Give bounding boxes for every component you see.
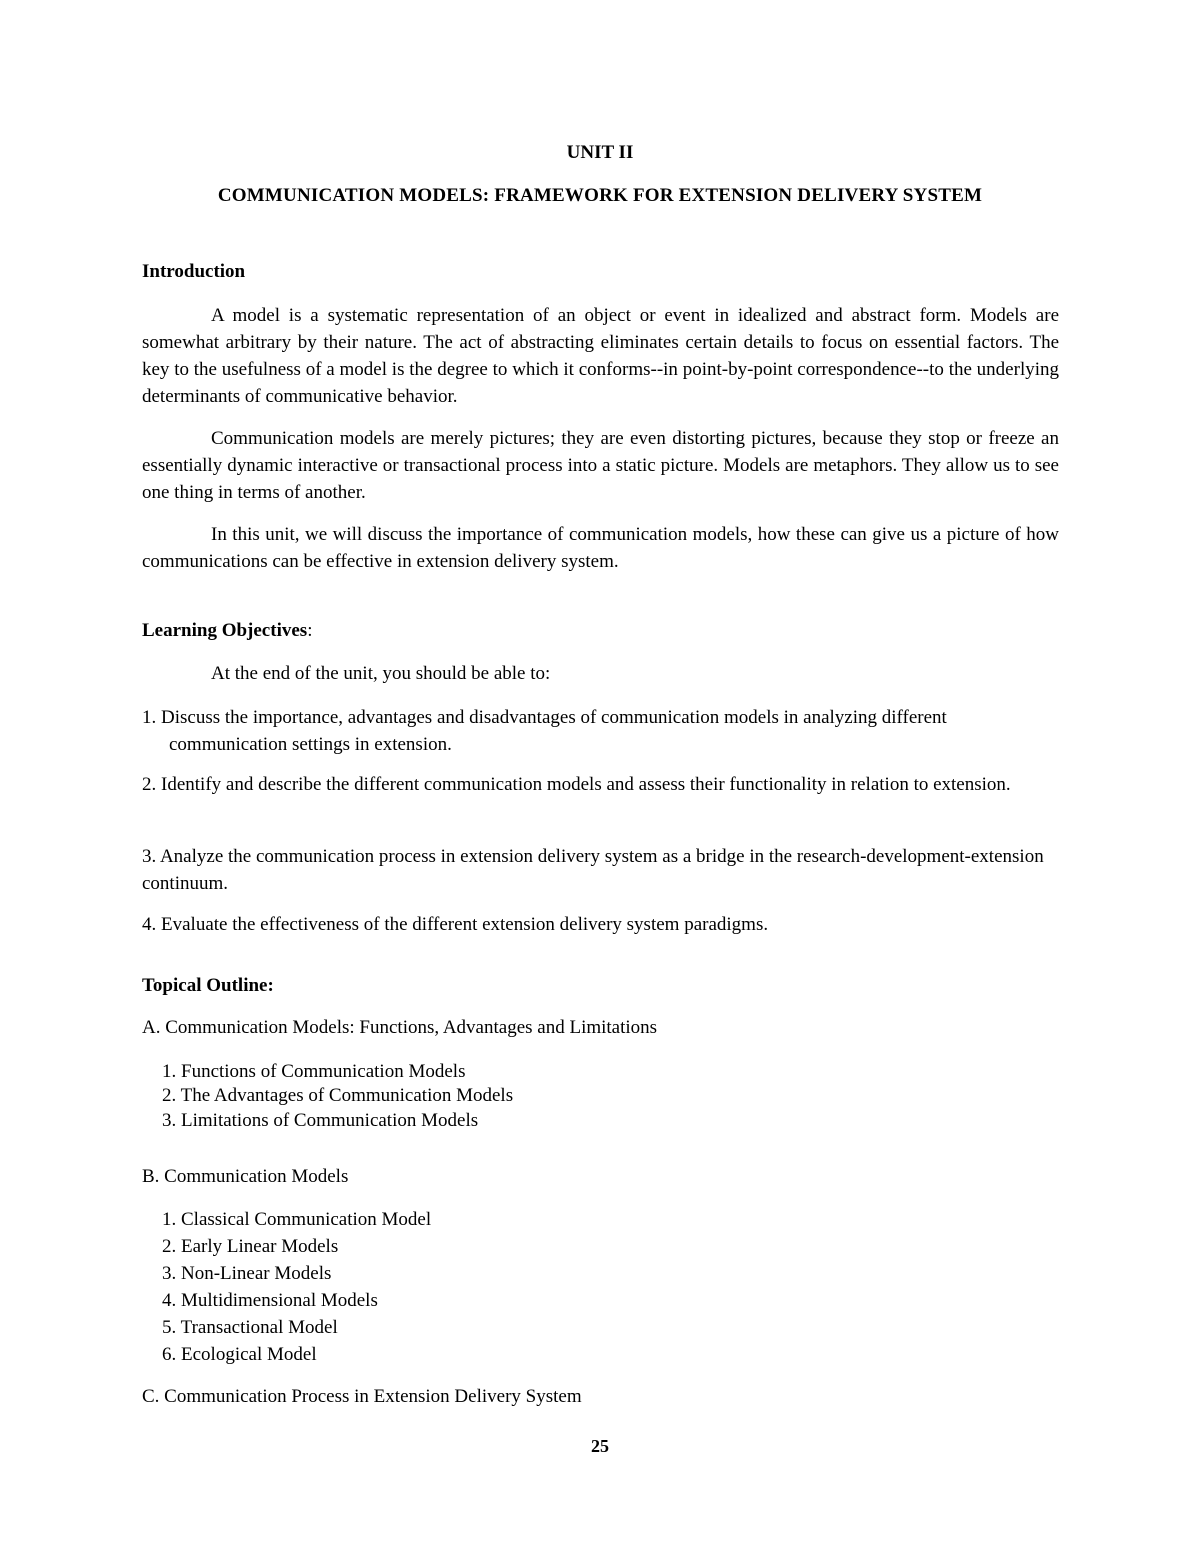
- objectives-lead: At the end of the unit, you should be able to:: [211, 663, 551, 684]
- outline-b-item-1: 1. Classical Communication Model: [162, 1209, 432, 1230]
- outline-b-item-4: 4. Multidimensional Models: [162, 1290, 378, 1311]
- outline-a-item-2: 2. The Advantages of Communication Models: [162, 1085, 514, 1106]
- outline-section-a: A. Communication Models: Functions, Advantages and Limitations: [142, 1017, 658, 1038]
- outline-b-item-5: 5. Transactional Model: [162, 1317, 338, 1338]
- intro-paragraph-3: In this unit, we will discuss the importance of communication models, how these can give us a picture of how communications can be effective in extension delivery system.: [142, 524, 1059, 572]
- page-number: 25: [591, 1436, 609, 1456]
- chapter-title: COMMUNICATION MODELS: FRAMEWORK FOR EXTENSION DELIVERY SYSTEM: [217, 185, 983, 206]
- objective-item-2: 2. Identify and describe the different communication models and assess their functionality in relation to extension.: [142, 774, 1011, 795]
- outline-b-item-6: 6. Ecological Model: [162, 1344, 317, 1365]
- objectives-heading-colon: :: [307, 620, 313, 641]
- objectives-heading: [142, 619, 312, 643]
- introduction-heading: Introduction: [142, 261, 246, 282]
- outline-b-item-2: 2. Early Linear Models: [162, 1236, 339, 1257]
- objective-item-4: 4. Evaluate the effectiveness of the different extension delivery system paradigms.: [142, 914, 769, 935]
- objective-item-3: 3. Analyze the communication process in extension delivery system as a bridge in the research-development-extension continuum.: [142, 846, 1044, 894]
- intro-paragraph-2: Communication models are merely pictures; they are even distorting pictures, because they stop or freeze an essentially dynamic interactive or transactional process into a static picture. Models are metaphors. They allow us to see one thing in terms of another.: [142, 428, 1059, 503]
- outline-heading: Topical Outline:: [142, 975, 274, 996]
- intro-paragraph-1: A model is a systematic representation of an object or event in idealized and abstract form. Models are somewhat arbitrary by their nature. The act of abstracting eliminates certain details to focus on essential factors. The key to the usefulness of a model is the degree to which it conforms--in point-by-point correspondence--to the underlying determinants of communicative behavior.: [142, 305, 1059, 407]
- outline-a-item-3: 3. Limitations of Communication Models: [162, 1110, 479, 1131]
- outline-section-c: C. Communication Process in Extension Delivery System: [142, 1386, 582, 1407]
- outline-b-item-3: 3. Non-Linear Models: [162, 1263, 332, 1284]
- objective-item-1: 1. Discuss the importance, advantages and disadvantages of communication models in analyzing different communication settings in extension.: [142, 707, 947, 755]
- outline-section-b: B. Communication Models: [142, 1166, 349, 1187]
- unit-title: UNIT II: [566, 142, 634, 163]
- objectives-heading-text: Learning Objectives: [142, 620, 308, 641]
- outline-a-item-1: 1. Functions of Communication Models: [162, 1061, 466, 1082]
